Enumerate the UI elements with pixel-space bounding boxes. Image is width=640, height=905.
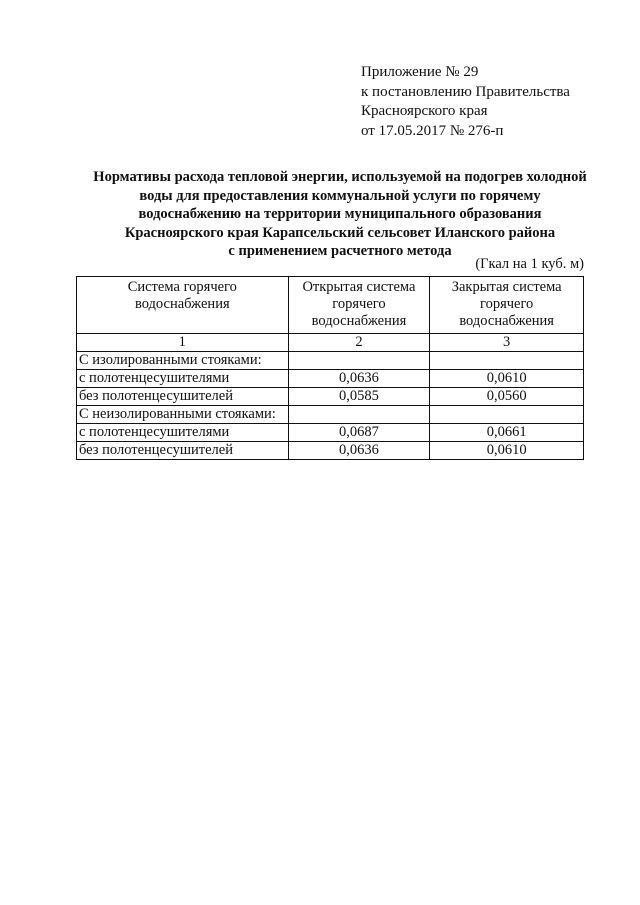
title-line: воды для предоставления коммунальной услуги по горячему [139,187,541,204]
title-line: Нормативы расхода тепловой энергии, используемой на подогрев холодной [93,169,587,185]
title-line: с применением расчетного метода [228,243,452,259]
appendix-line: от 17.05.2017 № 276-п [361,122,504,139]
column-number: 1 [77,334,289,352]
column-number: 2 [288,334,430,352]
closed-system-value: 0,0661 [430,424,584,442]
group-row [77,406,584,424]
closed-system-value: 0,0610 [430,370,584,388]
group-label: С изолированными стояками: [77,352,289,370]
column-number-row [77,334,584,352]
row-label: без полотенцесушителей [77,442,289,460]
row-label: без полотенцесушителей [77,388,289,406]
appendix-line: Красноярского края [361,103,488,119]
closed-system-value: 0,0610 [430,442,584,460]
empty-cell [430,352,584,370]
empty-cell [288,352,430,370]
empty-cell [288,406,430,424]
group-label: С неизолированными стояками: [77,406,289,424]
open-system-value: 0,0687 [288,424,430,442]
table-row [77,370,584,388]
appendix-line: к постановлению Правительства [361,83,570,100]
document-title [60,168,620,261]
column-header-open: Открытая система горячего водоснабжения [288,277,430,334]
appendix-reference [361,63,570,141]
title-line: Красноярского края Карапсельский сельсовет Иланского района [124,224,556,241]
row-label: с полотенцесушителями [77,424,289,442]
empty-cell [430,406,584,424]
table-row [77,388,584,406]
table-header-row [77,277,584,334]
appendix-line: Приложение № 29 [361,64,479,80]
units-note: (Гкал на 1 куб. м) [475,256,584,272]
open-system-value: 0,0585 [288,388,430,406]
column-header-system: Системa горячего водоснабжения [77,277,289,334]
column-header-closed: Закрытая система горячего водоснабжения [430,277,584,334]
open-system-value: 0,0636 [288,370,430,388]
title-line: водоснабжению на территории муниципального образования [138,206,542,222]
norms-table [76,276,584,460]
table-row [77,424,584,442]
row-label: с полотенцесушителями [77,370,289,388]
group-row [77,352,584,370]
table-row [77,442,584,460]
closed-system-value: 0,0560 [430,388,584,406]
column-number: 3 [430,334,584,352]
open-system-value: 0,0636 [288,442,430,460]
